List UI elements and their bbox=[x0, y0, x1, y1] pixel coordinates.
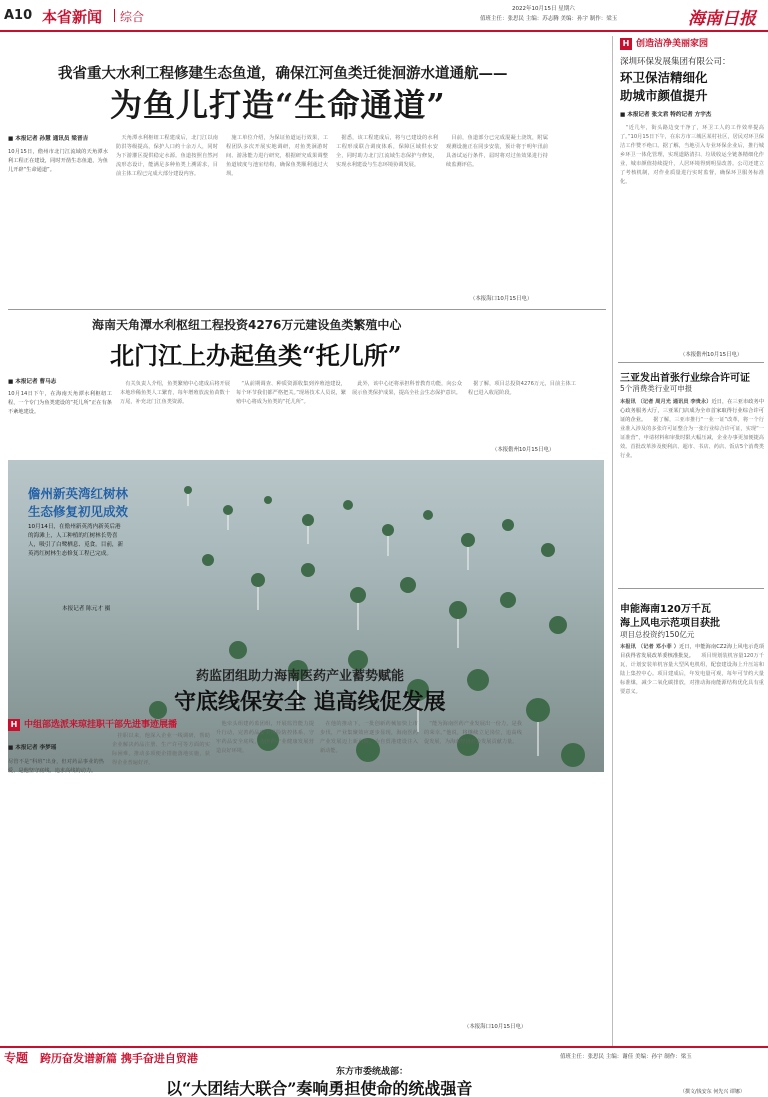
article1-text-col5: 目前，鱼道部分已完成混凝土浇筑，附属观测设施正在同步安装，预计将于明年汛前具备试运行条件，届时将对过鱼效果进行持续监测评估。 bbox=[446, 135, 548, 168]
article3-signoff: （本报海口10月15日电） bbox=[464, 1024, 527, 1030]
footer-editors: 值班主任：张思民 主编：谢佳 美编：孙宇 制作：梁玉 bbox=[560, 1054, 692, 1060]
article2-kicker: 海南天角潭水利枢纽工程投资4276万元建设鱼类繁殖中心 bbox=[92, 318, 402, 332]
editors-line: 值班主任：张思民 主编：苏志腾 美编：孙宇 制作：梁玉 bbox=[480, 16, 618, 22]
article3-text-col2: 挂职以来，他深入企业一线调研，帮助企业解决药品注册、生产许可等方面的实际困难，推动多项便企措施落地实施，获得企业普遍好评。 bbox=[112, 733, 210, 766]
photo-caption: 10月14日，在儋州新英湾内新英后港的海滩上，人工种植的红树林长势喜人，吸引了白鹭栖息、觅食。目前，新英湾红树林生态修复工程已完成。 bbox=[28, 524, 124, 557]
page-number: A10 bbox=[4, 8, 33, 23]
sidebar1-byline: ■ 本报记者 张文君 特约记者 方宇杰 bbox=[620, 112, 712, 118]
sidebar2-lead: 近日，在三亚市政务中心政务服务大厅，三亚某门店成为全市首家取得行业综合许可证的企业。 bbox=[620, 399, 764, 423]
section-name: 本省新闻 bbox=[42, 8, 103, 26]
category-label: 综合 bbox=[120, 10, 145, 24]
newspaper-logo: 海南日报 bbox=[688, 9, 756, 29]
sidebar1-title-line1: 环卫保洁精细化 bbox=[620, 70, 708, 85]
article2-title: 北门江上办起鱼类“托儿所” bbox=[110, 341, 402, 370]
article2-text-col3: “从前期调查、种质资源收集到养殖池建设，每个环节我们都严格把关。”现场技术人员说，繁殖中心将成为鱼类的“托儿所”。 bbox=[236, 381, 346, 405]
article3-byline: ■ 本报记者 李梦瑶 bbox=[8, 745, 57, 751]
sidebar2-byline: 本报讯 （记者 周月光 通讯员 李贵永） bbox=[620, 399, 712, 405]
article2-lead: 10月14日下午，在海南天角潭水利枢纽工程，一个专门为鱼类建设的“托儿所”正在有条不紊地建设。 bbox=[8, 391, 112, 415]
article1-lead: 10月15日，儋州市北门江流域的天角潭水利工程正在建设，同时开凿生态鱼道，为鱼儿开辟“生命通道”。 bbox=[8, 149, 108, 173]
sidebar1-title-line2: 助城市颜值提升 bbox=[620, 88, 708, 103]
article2-text-col5: 据了解，项目总投资4276万元，目前主体工程已进入收尾阶段。 bbox=[468, 381, 576, 396]
article2-text-col2: 有关负责人介绍，鱼类繁殖中心建成后将开展本地珍稀鱼类人工繁育，每年增殖放流鱼苗数十万尾，补充北门江鱼类资源。 bbox=[120, 381, 230, 405]
section-tag-icon: H bbox=[8, 719, 20, 731]
article3-title: 守底线保安全 追高线促发展 bbox=[174, 689, 446, 715]
issue-date: 2022年10月15日 星期六 bbox=[512, 6, 575, 12]
footer-kicker: 东方市委统战部： bbox=[336, 1067, 409, 1077]
article2-signoff: （本报儋州10月15日电） bbox=[492, 447, 555, 453]
section-tag-icon: H bbox=[620, 38, 632, 50]
sidebar1-signoff: （本报儋州10月15日电） bbox=[680, 352, 743, 358]
sidebar3-lead: 近日，申能海南CZ2海上风电示范项目获得省发展改革委核准批复。 bbox=[620, 644, 764, 659]
article3-text-col3: 他牵头组建药监团组，开展监管能力提升行动，完善药品安全风险防控体系，守牢药品安全底线，为医药产业健康发展营造良好环境。 bbox=[216, 721, 314, 754]
article1-byline: ■ 本报记者 孙慧 通讯员 梁晋吉 bbox=[8, 136, 89, 142]
special-title: 跨历奋发谱新篇 携手奋进自贸港 bbox=[40, 1052, 198, 1065]
sidebar1-tag: H 创造洁净美丽家园 bbox=[620, 36, 708, 50]
article3-kicker: 药监团组助力海南医药产业蓄势赋能 bbox=[196, 669, 405, 684]
sidebar3-title-line2: 海上风电示范项目获批 bbox=[620, 618, 720, 629]
sidebar3-byline: 本报讯 （记者 邓小菲 ） bbox=[620, 644, 680, 650]
photo-credit: 本报记者 陈元才 摄 bbox=[62, 606, 111, 612]
sidebar1-text: “近几年，街头路边变干净了，环卫工人的工作效率提高了。”10月15日下午，在东方市三城区某村社区，居民对环卫保洁工作赞不绝口。据了解，当地引入专业环保企业后，推行城乡环卫一体化管理，实现道路清扫、垃圾收运全链条精细化作业，城市颜值持续提升，人居环境得到明显改善。公司还建立了考核机制，对作业质量进行实时监督，确保环卫服务标准化。 bbox=[620, 125, 764, 185]
article3-lead: 尽管不是“科班”出身，但对药品事业的热爱，是他坚守底线、追求高线的动力。 bbox=[8, 759, 104, 774]
sidebar3-title-line1: 申能海南120万千瓦 bbox=[620, 604, 711, 615]
article1-text-col3: 施工单位介绍，为保证鱼道运行效果，工程团队多次开展实地调研，对鱼类洄游时间、游泳能力进行研究，根据研究成果调整鱼道坡度与池室结构，确保鱼类顺利通过大坝。 bbox=[226, 135, 328, 177]
photo-title-line1: 儋州新英湾红树林 bbox=[28, 486, 129, 501]
article1-text-col2: 天角潭水利枢纽工程建成后，北门江以南防洪等级提高，保护人口约十余万人，同时为下游灌区提供稳定水源。鱼道按照自然河流形态设计，能满足多种鱼类上溯需求，目前主体工程已完成大部分建设内容。 bbox=[116, 135, 218, 177]
article1-text-col4: 据悉，该工程建成后，将与已建设的水利工程形成联合调度体系，保障区域供水安全，同时助力北门江流域生态保护与修复，实现水利建设与生态环境协调发展。 bbox=[336, 135, 438, 168]
footer-signoff: （撰文/钱安东 何先兴 谭娜） bbox=[680, 1089, 745, 1095]
sidebar1-kicker: 深圳环保发展集团有限公司： bbox=[620, 57, 731, 67]
article2-text-col4: 此外，该中心还将承担科普教育功能，向公众展示鱼类保护成果，提高全社会生态保护意识。 bbox=[352, 381, 462, 396]
article1-title: 为鱼儿打造“生命通道” bbox=[110, 86, 446, 124]
page-header bbox=[0, 0, 768, 30]
special-label: 专题 bbox=[4, 1051, 29, 1065]
footer-title: 以“大团结大联合”奏响勇担使命的统战强音 bbox=[166, 1079, 473, 1097]
article1-kicker: 我省重大水利工程修建生态鱼道，确保江河鱼类迁徙洄游水道通航—— bbox=[58, 66, 508, 82]
sidebar3-subtitle: 项目总投资约150亿元 bbox=[620, 630, 695, 639]
article3-text-col5: “能为海南医药产业发展出一份力，是我的荣幸。”他说，将继续立足岗位，追高线促发展，为海南经济社会发展贡献力量。 bbox=[424, 721, 522, 745]
sidebar2-title: 三亚发出首张行业综合许可证 bbox=[620, 373, 750, 384]
photo-title-line2: 生态修复初见成效 bbox=[28, 504, 129, 519]
article3-subhead: H 中组部选派来琼挂职干部先进事迹展播 bbox=[8, 717, 177, 731]
article3-text-col4: 在他的推动下，一批创新药械加快上市步伐，产业集聚效应逐步显现，海南医药产业发展迈上新台阶，为自贸港建设注入新动能。 bbox=[320, 721, 418, 754]
article2-byline: ■ 本报记者 曹马志 bbox=[8, 379, 57, 385]
article1-signoff: （本报海口10月15日电） bbox=[470, 296, 533, 302]
sidebar2-subtitle: 5个消费类行业可申报 bbox=[620, 384, 693, 393]
